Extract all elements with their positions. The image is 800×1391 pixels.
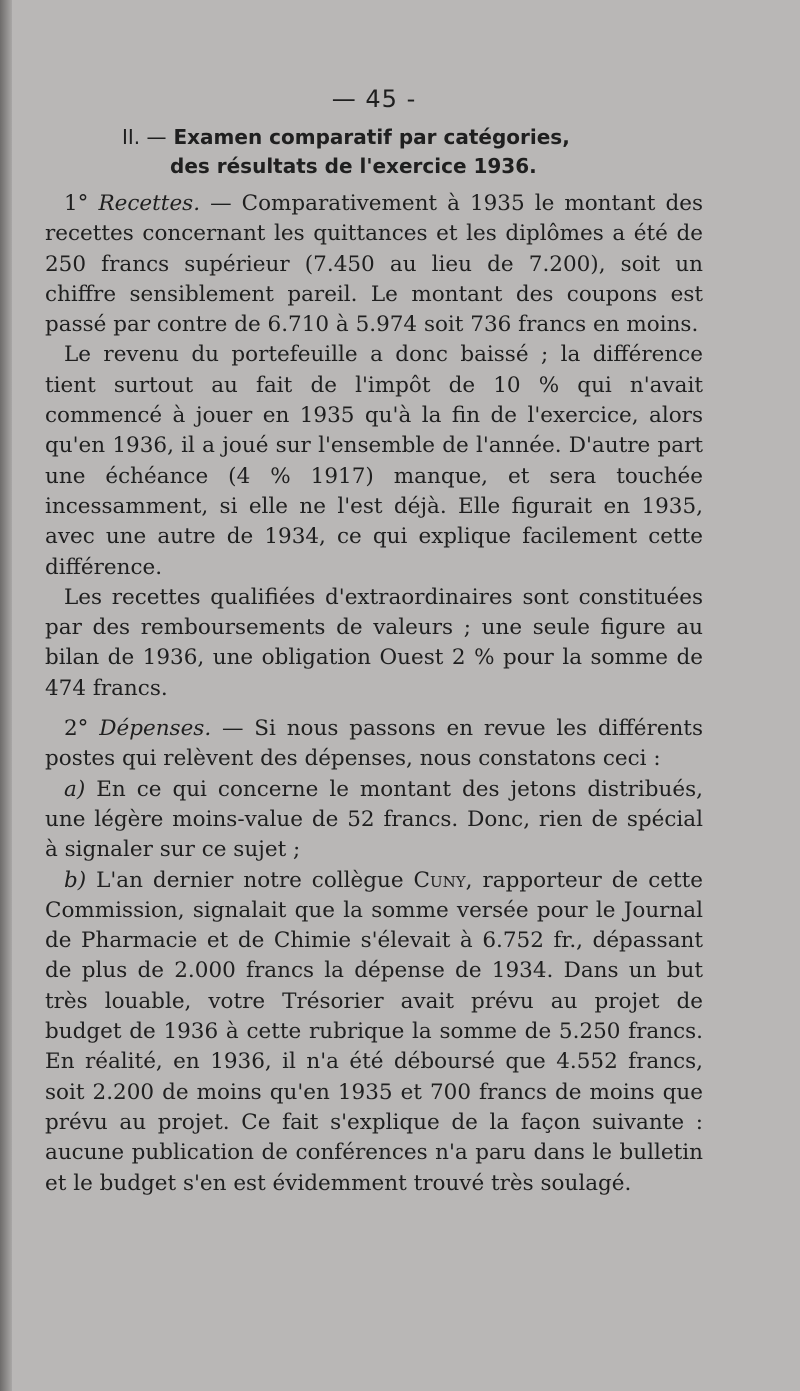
person-name: Cuny <box>413 867 466 893</box>
document-page <box>45 85 703 1199</box>
depenses-item-b <box>45 866 703 1199</box>
recettes-text-1: — Comparativement à 1935 le montant des recettes concernant les quittances et les diplômes a été de 250 francs supérieur (7.450 au lieu de 7.200), soit un chiffre sensiblement pareil. Le montant des coupons est passé par contre de 6.710 à 5.974 soit 736 francs en moins. <box>45 191 703 338</box>
section-numeral: II. — <box>122 125 167 149</box>
recettes-paragraph-2: Le revenu du portefeuille a donc baissé ; la différence tient surtout au fait de l'impôt de 10 % qui n'avait commencé à jouer en 1935 qu'à la fin de l'exercice, alors qu'en 1936, il a joué sur l'ensemble de l'année. D'autre part une échéance (4 % 1917) manque, et sera touchée incessamment, si elle ne l'est déjà. Elle figurait en 1935, avec une autre de 1934, ce qui explique facilement cette différence. <box>45 342 703 580</box>
depenses-number: 2° <box>64 716 89 742</box>
page-binding-edge <box>0 0 12 1391</box>
item-a-label: a) <box>64 776 86 802</box>
item-b-text-2: , rapporteur de cette Commission, signalait que la somme versée pour le Journal de Pharmacie et de Chimie s'élevait à 6.752 fr., dépassant de plus de 2.000 francs la dépense de 1934. Dans un but très louable, votre Trésorier avait prévu au projet de budget de 1936 à cette rubrique la somme de 5.250 francs. En réalité, en 1936, il n'a été déboursé que 4.552 francs, soit 2.200 de moins qu'en 1935 et 700 francs de moins que prévu au projet. Ce fait s'explique de la façon suivante : aucune publication de conférences n'a paru dans le bulletin et le budget s'en est évidemment trouvé très soulagé. <box>45 867 703 1196</box>
page-number: — 45 - <box>331 85 417 113</box>
section-heading-line1 <box>45 123 703 152</box>
item-b-label: b) <box>64 867 87 893</box>
item-b-text-1: L'an dernier notre collègue <box>86 867 414 893</box>
section-title-line2: des résultats de l'exercice 1936. <box>170 154 537 178</box>
recettes-paragraph-1 <box>45 189 703 340</box>
recettes-paragraph-3: Les recettes qualifiées d'extraordinaires sont constituées par des remboursements de valeurs ; une seule figure au bilan de 1936, une obligation Ouest 2 % pour la somme de 474 francs. <box>45 584 703 701</box>
depenses-label: Dépenses. <box>99 716 212 742</box>
item-a-text: En ce qui concerne le montant des jetons distribués, une légère moins-value de 52 francs. Donc, rien de spécial à signaler sur ce sujet ; <box>45 776 703 863</box>
section-title-line1: Examen comparatif par catégories, <box>173 125 570 149</box>
recettes-label: Recettes. <box>98 191 201 216</box>
recettes-number: 1° <box>64 191 89 216</box>
depenses-paragraph-1 <box>45 714 703 775</box>
section-heading <box>45 123 703 181</box>
depenses-item-a <box>45 775 703 866</box>
depenses-text-1: — Si nous passons en revue les différents postes qui relèvent des dépenses, nous constatons ceci : <box>45 716 703 772</box>
